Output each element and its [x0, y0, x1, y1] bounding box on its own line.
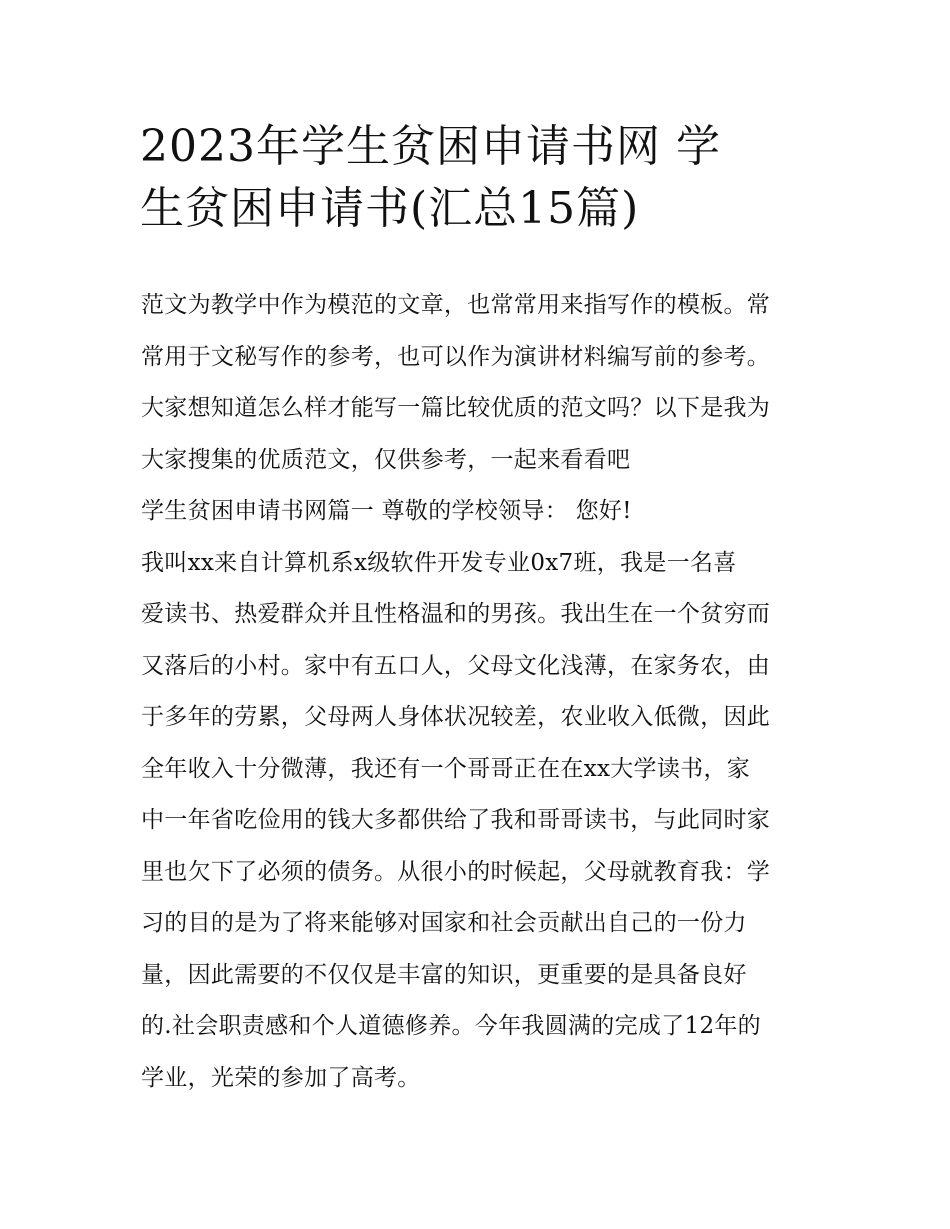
body-line: 学业，光荣的参加了高考。: [141, 1064, 421, 1091]
document-title: [140, 116, 830, 240]
document-body: [141, 280, 831, 1104]
body-line: 学生贫困申请书网篇一 尊敬的学校领导： 您好!: [141, 498, 632, 524]
body-line: 于多年的劳累，父母两人身体状况较差，农业收入低微，因此: [141, 704, 771, 730]
body-line: 我叫xx来自计算机系x级软件开发专业0x7班，我是一名喜: [141, 549, 737, 576]
title-line: 生贫困申请书(汇总15篇): [140, 183, 640, 234]
body-line: 大家搜集的优质范文，仅供参考，一起来看看吧: [141, 446, 631, 473]
body-line: 常用于文秘写作的参考，也可以作为演讲材料编写前的参考。: [141, 343, 771, 370]
body-line: 又落后的小村。家中有五口人，父母文化浅薄，在家务农，由: [141, 652, 771, 679]
title-line: 2023年学生贫困申请书网 学: [140, 121, 721, 172]
body-line: 全年收入十分微薄，我还有一个哥哥正在在xx大学读书，家: [141, 755, 751, 782]
body-line: 大家想知道怎么样才能写一篇比较优质的范文吗？以下是我为: [141, 395, 771, 421]
body-line: 中一年省吃俭用的钱大多都供给了我和哥哥读书，与此同时家: [141, 807, 771, 833]
body-line: 的.社会职责感和个人道德修养。今年我圆满的完成了12年的: [141, 1013, 761, 1039]
body-line: 习的目的是为了将来能够对国家和社会贡献出自己的一份力: [141, 910, 747, 936]
body-line: 里也欠下了必须的债务。从很小的时候起，父母就教育我：学: [141, 858, 771, 885]
body-line: 范文为教学中作为模范的文章，也常常用来指写作的模板。常: [141, 292, 771, 318]
body-line: 量，因此需要的不仅仅是丰富的知识，更重要的是具备良好: [141, 961, 747, 988]
body-line: 爱读书、热爱群众并且性格温和的男孩。我出生在一个贫穷而: [141, 601, 771, 627]
